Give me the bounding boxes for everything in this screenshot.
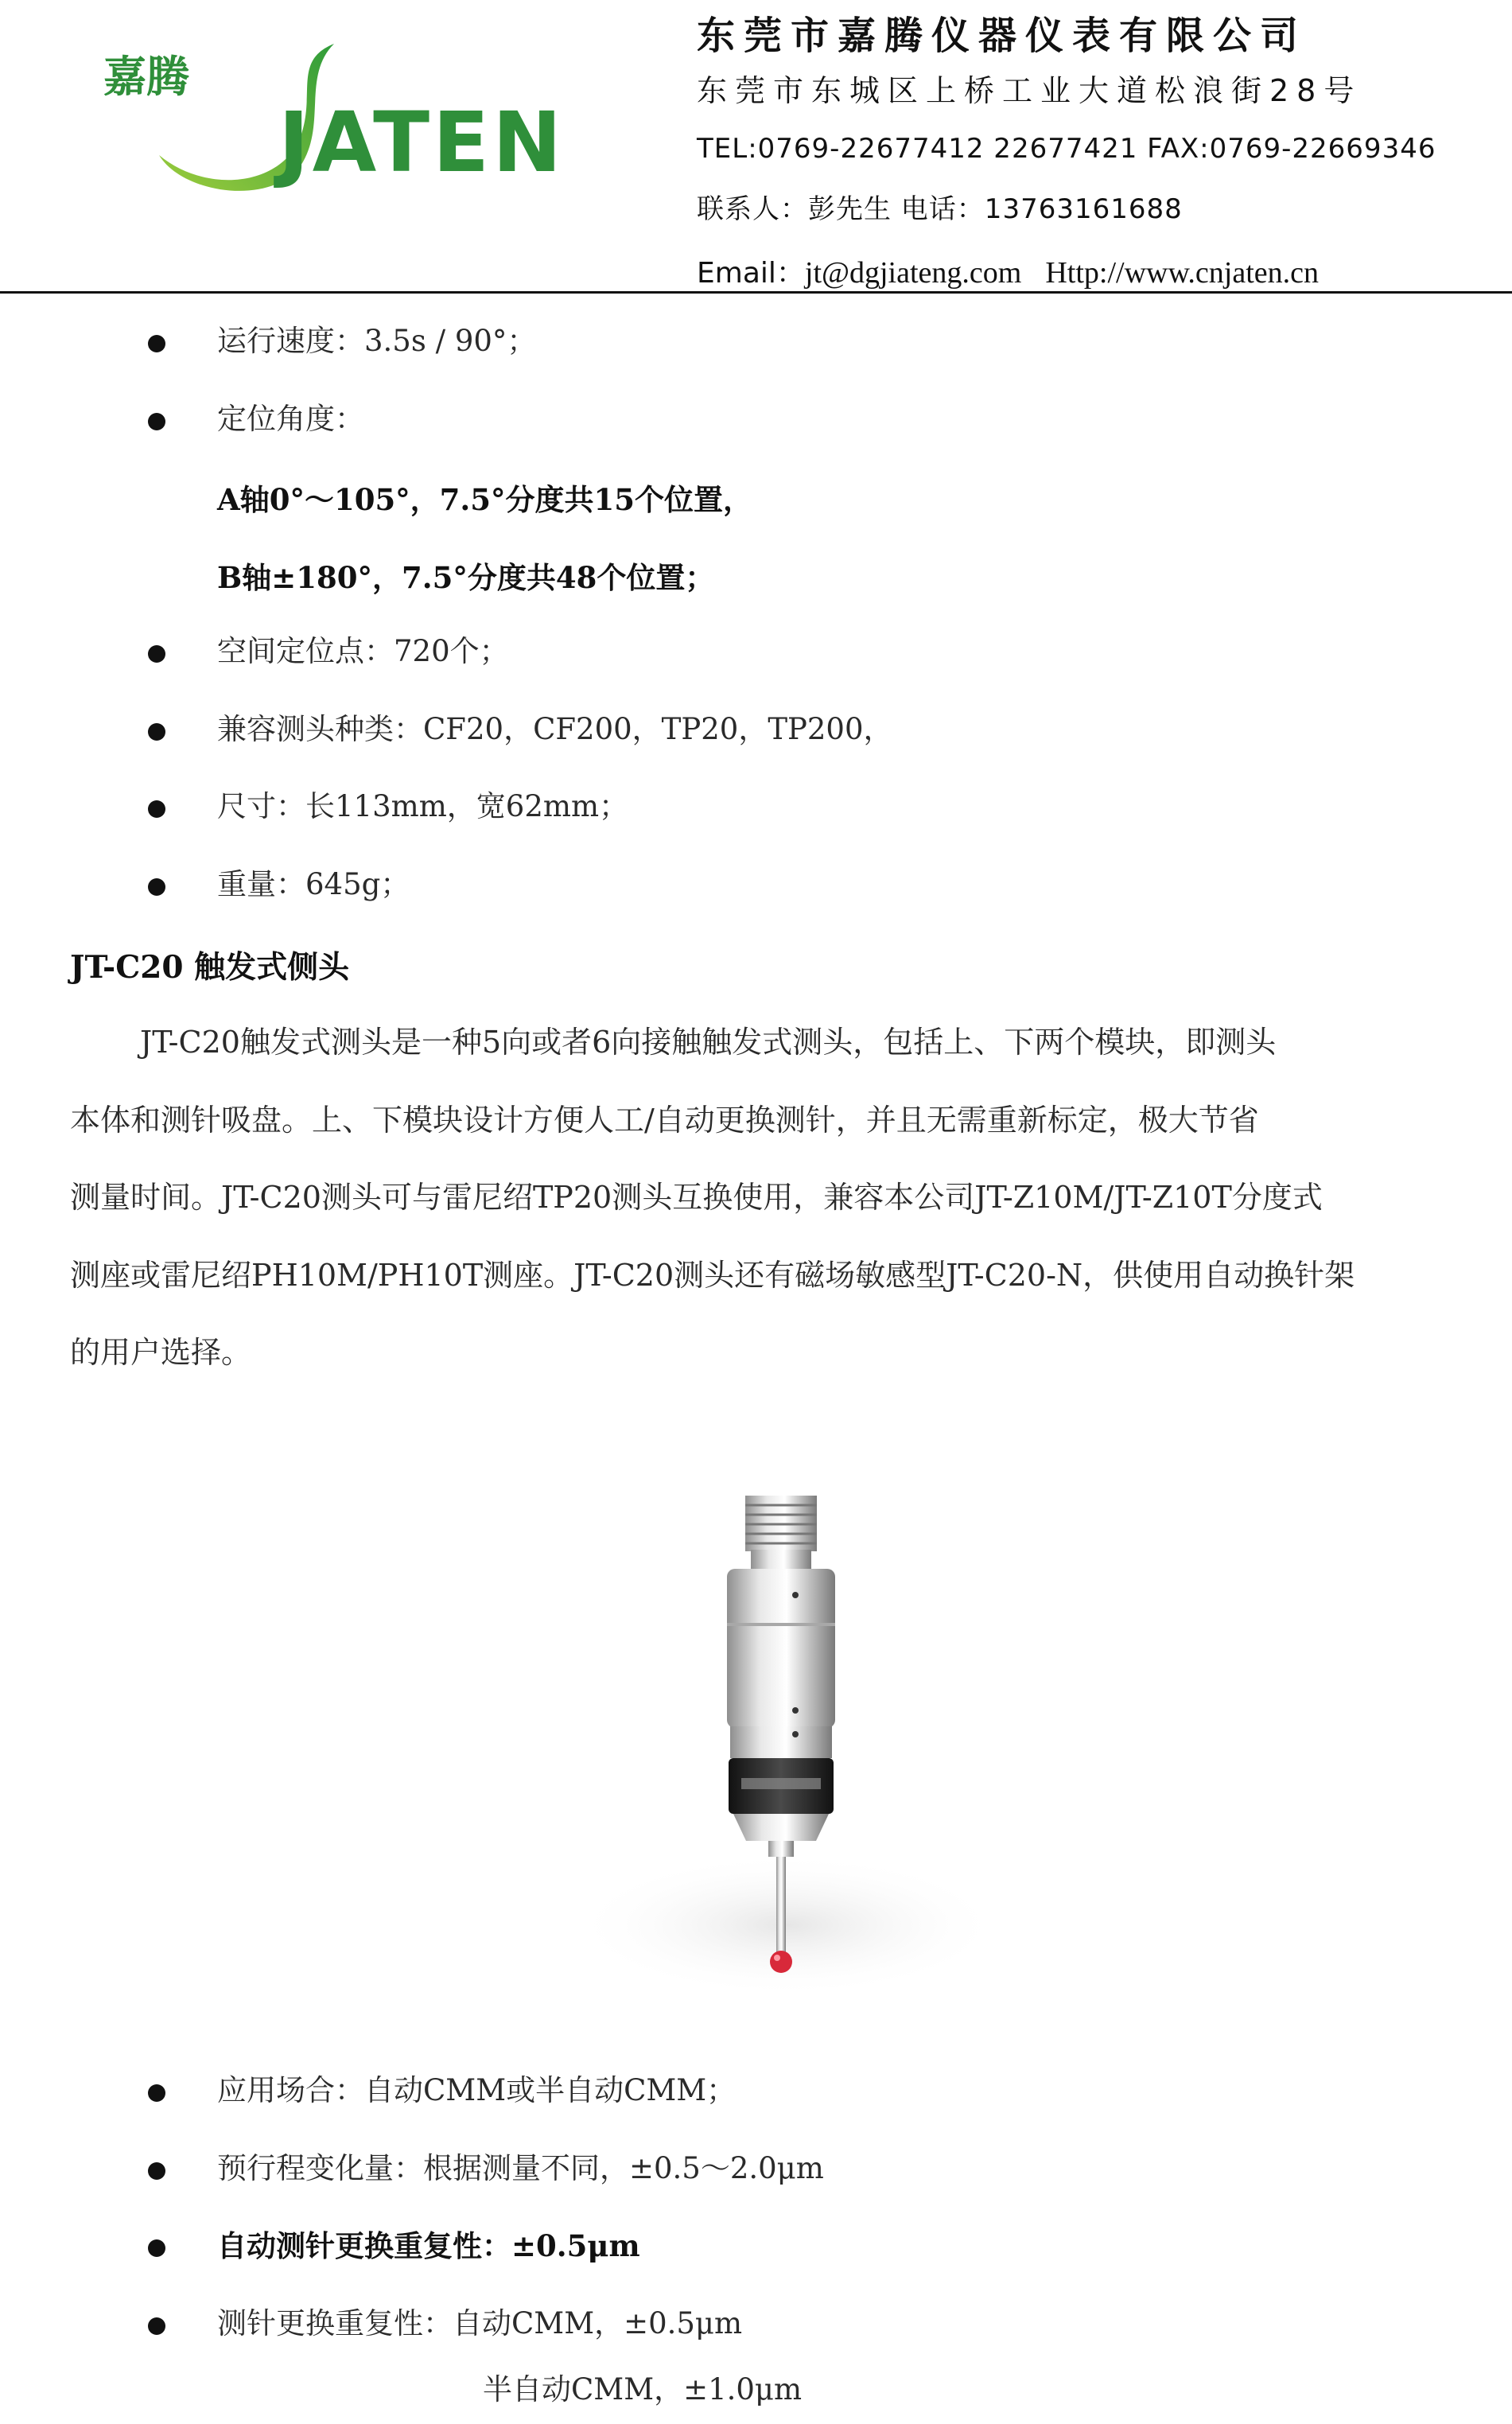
b-axis-angle: B轴±180°，7.5°分度共48个位置； xyxy=(217,560,715,595)
a-axis-angle: A轴0°～105°，7.5°分度共15个位置， xyxy=(217,482,753,517)
company-name: 东莞市嘉腾仪器仪表有限公司 xyxy=(697,14,1308,58)
probe-lower-body xyxy=(730,1726,832,1758)
list-item xyxy=(0,2289,1512,2367)
spec-list-lower xyxy=(0,2056,1512,2366)
spec-stylus-repeatability: 测针更换重复性：自动CMM，±0.5μm xyxy=(217,2305,743,2340)
bullet-icon xyxy=(148,2162,165,2180)
list-item xyxy=(0,850,1512,928)
paragraph-line: 测座或雷尼绍PH10M/PH10T测座。JT-C20测头还有磁场敏感型JT-C20-N，供使用自动换针架 xyxy=(70,1257,1355,1293)
list-item xyxy=(0,2056,1512,2134)
product-photo xyxy=(557,1464,1002,2005)
probe-illustration xyxy=(557,1464,1002,2005)
list-item xyxy=(0,384,1512,462)
list-item xyxy=(0,695,1512,772)
section-title: JT-C20 触发式侧头 xyxy=(70,949,350,986)
bullet-icon xyxy=(148,2317,165,2335)
list-item xyxy=(0,617,1512,695)
bullet-icon xyxy=(148,723,165,741)
probe-stylus xyxy=(776,1857,786,1955)
spec-position-angle: 定位角度： xyxy=(217,401,364,436)
spec-list-middle xyxy=(0,617,1512,927)
spec-pretravel: 预行程变化量：根据测量不同，±0.5～2.0μm xyxy=(217,2150,824,2185)
spec-semi-auto-repeatability: 半自动CMM，±1.0μm xyxy=(483,2372,803,2406)
list-item xyxy=(0,2134,1512,2212)
header-divider xyxy=(0,291,1512,294)
bullet-icon xyxy=(148,645,165,663)
list-item xyxy=(0,2211,1512,2289)
spec-points: 空间定位点：720个； xyxy=(217,634,509,668)
product-description xyxy=(70,1004,1446,1392)
spec-size: 尺寸：长113mm，宽62mm； xyxy=(217,789,629,823)
probe-upper-body xyxy=(727,1569,835,1728)
spec-application: 应用场合：自动CMM或半自动CMM； xyxy=(217,2073,737,2107)
email-address[interactable]: jt@dgjiateng.com xyxy=(804,256,1022,290)
probe-ruby-tip xyxy=(770,1951,792,1973)
website-link[interactable]: Http://www.cnjaten.cn xyxy=(1045,256,1320,290)
letterhead xyxy=(0,0,1512,296)
spec-list-upper xyxy=(0,306,1512,461)
bullet-icon xyxy=(148,800,165,818)
spec-auto-stylus-repeatability: 自动测针更换重复性：±0.5μm xyxy=(217,2228,640,2263)
bullet-icon xyxy=(148,2239,165,2257)
bullet-icon xyxy=(148,2084,165,2102)
bullet-icon xyxy=(148,335,165,352)
list-item xyxy=(0,772,1512,850)
company-logo xyxy=(103,36,566,195)
logo-en-text: JATEN xyxy=(278,94,566,191)
list-item xyxy=(0,306,1512,384)
probe-thread xyxy=(745,1496,817,1551)
company-tel-fax: TEL:0769-22677412 22677421 FAX:0769-22669346 xyxy=(697,133,1436,165)
probe-neck xyxy=(751,1550,811,1570)
bullet-icon xyxy=(148,413,165,430)
spec-compatible-probes: 兼容测头种类：CF20，CF200，TP20，TP200， xyxy=(217,711,893,746)
spec-speed: 运行速度：3.5s / 90°； xyxy=(217,324,537,358)
email-label: Email： xyxy=(697,257,805,290)
paragraph-line: JT-C20触发式测头是一种5向或者6向接触触发式测头，包括上、下两个模块，即测头 xyxy=(140,1025,1277,1060)
spec-weight: 重量：645g； xyxy=(217,866,410,901)
company-address: 东莞市东城区上桥工业大道松浪街28号 xyxy=(697,73,1362,108)
company-info xyxy=(697,11,1492,294)
paragraph-line: 测量时间。JT-C20测头可与雷尼绍TP20测头互换使用，兼容本公司JT-Z10M/JT-Z10T分度式 xyxy=(70,1180,1323,1215)
logo-cn-text: 嘉腾 xyxy=(103,52,189,102)
company-contact: 联系人：彭先生 电话：13763161688 xyxy=(697,193,1183,225)
paragraph-line: 本体和测针吸盘。上、下模块设计方便人工/自动更换测针，并且无需重新标定，极大节省 xyxy=(70,1102,1259,1138)
jaten-logo-graphic xyxy=(103,36,566,195)
paragraph-line: 的用户选择。 xyxy=(70,1335,252,1370)
company-email-line xyxy=(697,253,1492,294)
probe-cap xyxy=(733,1814,829,1841)
bullet-icon xyxy=(148,878,165,896)
